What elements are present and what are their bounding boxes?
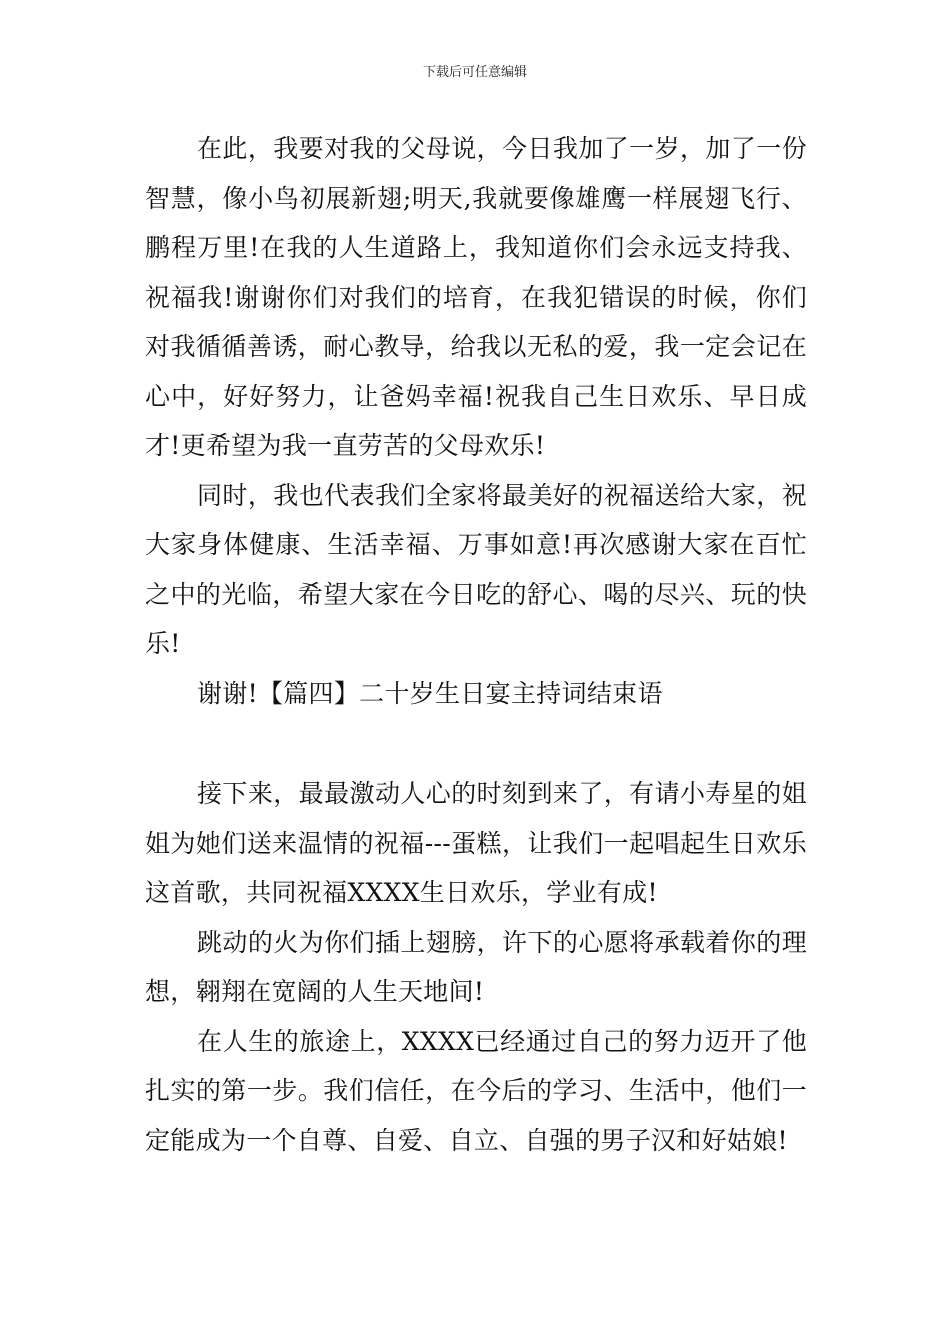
page-header: 下载后可任意编辑 xyxy=(422,65,527,80)
paragraph-gap xyxy=(145,718,807,769)
paragraph-candle-wish: 跳动的火为你们插上翅膀，许下的心愿将承载着你的理想，翱翔在宽阔的人生天地间! xyxy=(145,927,807,1006)
paragraph-parents-thanks: 在此，我要对我的父母说，今日我加了一岁，加了一份智慧，像小鸟初展新翅;明天,我就要像雄鹰一样展翅飞行、鹏程万里!在我的人生道路上，我知道你们会永远支持我、祝福我!谢谢你们对我们的培育，在我犯错误的时候，你们对我循循善诱，耐心教导，给我以无私的爱，我一定会记在心中，好好努力，让爸妈幸福!祝我自己生日欢乐、早日成才!更希望为我一直劳苦的父母欢乐! xyxy=(145,134,807,460)
paragraph-section-heading: 谢谢!【篇四】二十岁生日宴主持词结束语 xyxy=(197,678,663,708)
paragraph-family-blessing: 同时，我也代表我们全家将最美好的祝福送给大家，祝大家身体健康、生活幸福、万事如意!再次感谢大家在百忙之中的光临，希望大家在今日吃的舒心、喝的尽兴、玩的快乐! xyxy=(145,480,807,658)
paragraph-life-journey: 在人生的旅途上，XXXX已经通过自己的努力迈开了他扎实的第一步。我们信任，在今后的学习、生活中，他们一定能成为一个自尊、自爱、自立、自强的男子汉和好姑娘! xyxy=(145,1026,807,1155)
document-body xyxy=(145,124,807,1165)
paragraph-cake-moment: 接下来，最最激动人心的时刻到来了，有请小寿星的姐姐为她们送来温情的祝福---蛋糕，让我们一起唱起生日欢乐这首歌，共同祝福XXXX生日欢乐，学业有成! xyxy=(145,779,807,907)
